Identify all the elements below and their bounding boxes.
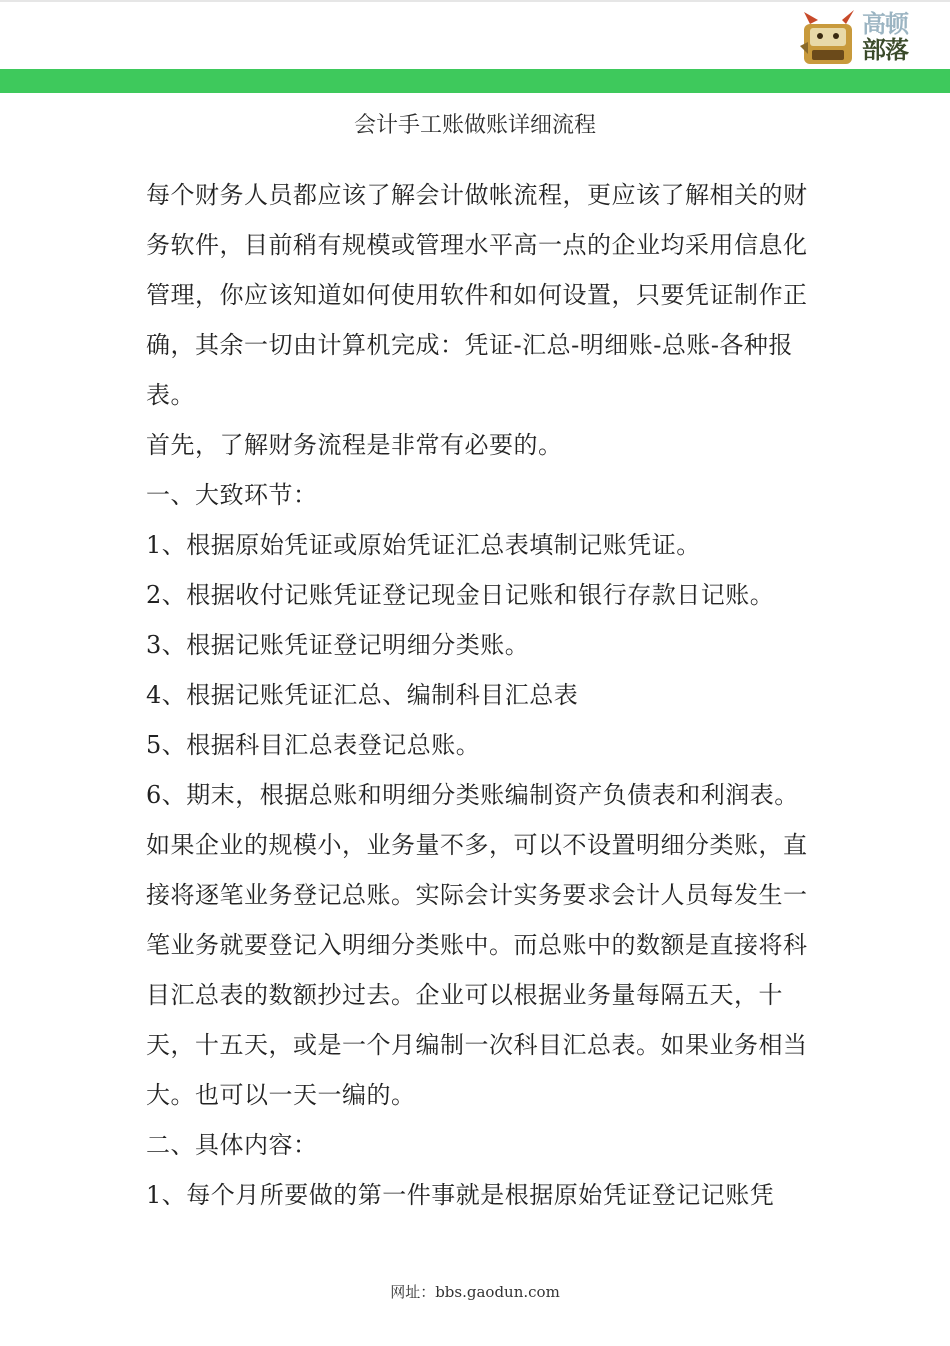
list-item: 5、根据科目汇总表登记总账。: [146, 731, 481, 759]
paragraph: 首先，了解财务流程是非常有必要的。: [146, 431, 563, 459]
list-item: 1、每个月所要做的第一件事就是根据原始凭证登记记账凭: [146, 1181, 775, 1209]
section-heading: 二、具体内容：: [146, 1131, 318, 1159]
header-green-bar: [0, 69, 950, 93]
list-item: 4、根据记账凭证汇总、编制科目汇总表: [146, 681, 579, 709]
mascot-icon: [798, 6, 860, 68]
logo-text: [862, 12, 908, 62]
footer-url: 网址：bbs.gaodun.com: [390, 1283, 560, 1301]
top-rule: [0, 0, 950, 2]
list-item: 1、根据原始凭证或原始凭证汇总表填制记账凭证。: [146, 531, 701, 559]
list-item: 3、根据记账凭证登记明细分类账。: [146, 631, 530, 659]
logo-line-2: 部落: [862, 36, 908, 64]
document-body: [146, 170, 810, 1220]
document-title: 会计手工账做账详细流程: [353, 113, 596, 138]
section-heading: 一、大致环节：: [146, 481, 318, 509]
list-item: 6、期末，根据总账和明细分类账编制资产负债表和利润表。如果企业的规模小，业务量不多，可以不设置明细分类账，直接将逐笔业务登记总账。实际会计实务要求会计人员每发生一笔业务就要登记入明细分类账中。而总账中的数额是直接将科目汇总表的数额抄过去。企业可以根据业务量每隔五天，十天，十五天，或是一个月编制一次科目汇总表。如果业务相当大。也可以一天一编的。: [146, 781, 808, 1109]
list-item: 2、根据收付记账凭证登记现金日记账和银行存款日记账。: [146, 581, 775, 609]
logo-line-1: 高顿: [862, 10, 908, 38]
site-logo[interactable]: [798, 4, 938, 70]
paragraph: 每个财务人员都应该了解会计做帐流程，更应该了解相关的财务软件，目前稍有规模或管理水平高一点的企业均采用信息化管理，你应该知道如何使用软件和如何设置，只要凭证制作正确，其余一切由计算机完成：凭证-汇总-明细账-总账-各种报表。: [146, 181, 808, 409]
